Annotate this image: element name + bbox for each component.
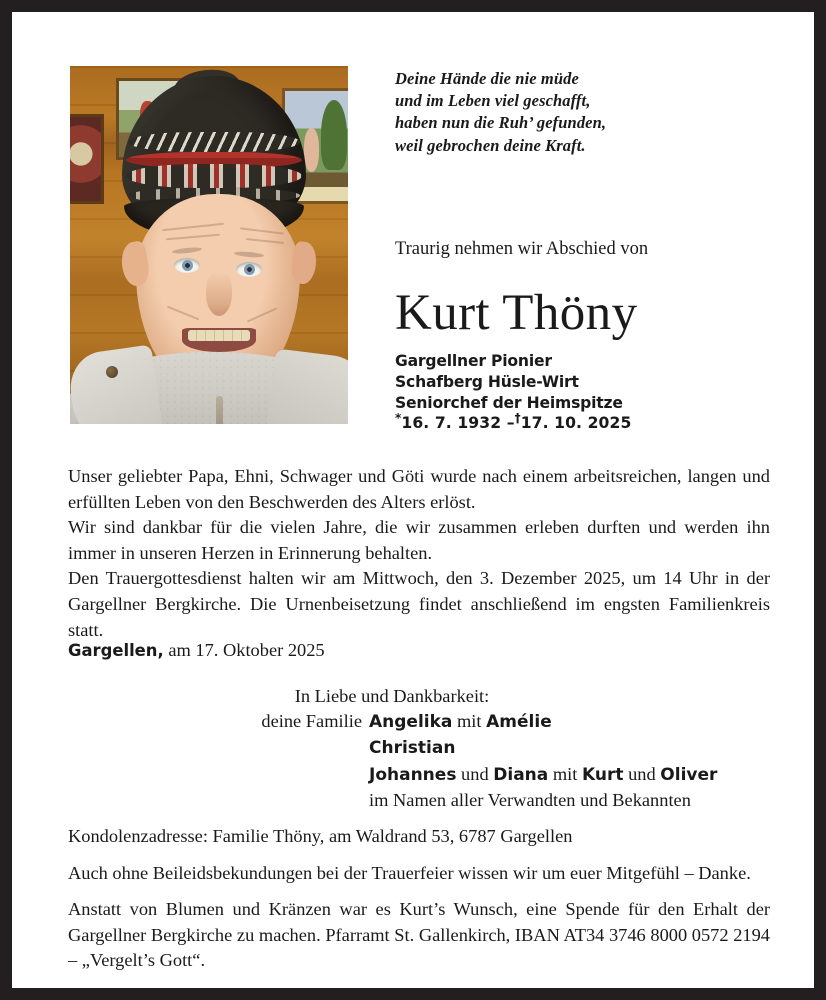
- role-line: Schafberg Hüsle-Wirt: [395, 372, 579, 391]
- body-paragraph: Wir sind dankbar für die vielen Jahre, die wir zusammen erleben durften und werden ihn immer in unseren Herzen in Erinnerung behalten.: [68, 517, 770, 563]
- family-lead-spacer: [68, 735, 369, 761]
- place-date: am 17. Oktober 2025: [168, 640, 325, 660]
- family-member-name: Christian: [369, 738, 456, 759]
- place-and-date: [68, 638, 770, 663]
- body-paragraph: Unser geliebter Papa, Ehni, Schwager und Göti wurde nach einem arbeitsreichen, langen und erfüllten Leben von den Beschwerden des Alters erlöst.: [68, 466, 770, 512]
- cap-chevron-band: [128, 132, 300, 152]
- farewell-line: Traurig nehmen wir Abschied von: [395, 239, 649, 259]
- family-member-name: Diana: [493, 764, 549, 785]
- framed-votive-picture-left: [70, 114, 104, 204]
- deceased-roles: [395, 351, 815, 434]
- family-heading: In Liebe und Dankbarkeit:: [294, 686, 490, 706]
- jacket-collar-right: [265, 349, 348, 424]
- body-paragraph: Den Trauergottesdienst halten wir am Mittwoch, den 3. Dezember 2025, um 14 Uhr in der Gargellner Bergkirche. Die Urnenbeisetzung findet anschließend im engsten Familienkreis statt.: [68, 568, 770, 640]
- family-lead-spacer: [68, 762, 369, 788]
- thanks-note: Auch ohne Beileidsbekundungen bei der Trauerfeier wissen wir um euer Mitgefühl – Danke.: [68, 862, 751, 883]
- birth-date: 16. 7. 1932: [401, 414, 502, 433]
- family-member-name: Kurt: [581, 764, 624, 785]
- nose: [206, 272, 232, 316]
- family-names: [369, 709, 770, 735]
- family-row: [68, 762, 770, 788]
- jacket-button: [106, 366, 118, 378]
- family-connector: mit: [457, 711, 482, 732]
- family-row: [68, 788, 770, 813]
- date-separator: –: [506, 414, 515, 433]
- poem-line: weil gebrochen deine Kraft.: [395, 135, 586, 155]
- family-connector: und: [628, 763, 656, 784]
- role-line: Gargellner Pionier: [395, 352, 552, 370]
- cap-diamond-band: [126, 164, 302, 188]
- family-closing: im Namen aller Verwandten und Bekannten: [369, 789, 691, 810]
- family-member-name: Johannes: [369, 764, 457, 785]
- family-signature: [68, 684, 770, 813]
- place-name: Gargellen,: [68, 641, 164, 660]
- poem-line: haben nun die Ruh’ gefunden,: [395, 113, 607, 133]
- family-names: [369, 735, 770, 761]
- portrait-photo: [70, 66, 348, 424]
- family-lead-spacer: [68, 788, 369, 813]
- death-date: 17. 10. 2025: [520, 414, 632, 433]
- obituary-footer: [68, 824, 770, 974]
- obituary-body: [68, 464, 770, 643]
- life-dates: [395, 413, 815, 434]
- family-connector: mit: [552, 763, 578, 784]
- poem-line: Deine Hände die nie müde: [395, 69, 579, 88]
- family-lead-label: deine Familie: [261, 711, 362, 732]
- deceased-name: Kurt Thöny: [395, 285, 638, 341]
- family-connector: und: [461, 763, 489, 784]
- family-member-name: Amélie: [486, 712, 552, 733]
- family-names: [369, 762, 770, 788]
- poem-line: und im Leben viel geschafft,: [395, 91, 591, 111]
- family-member-name: Oliver: [660, 764, 718, 785]
- family-row: [68, 735, 770, 761]
- eye-right: [236, 262, 262, 277]
- role-line: Seniorchef der Heimspitze: [395, 393, 623, 412]
- family-row: [68, 709, 770, 735]
- memorial-poem: [395, 68, 795, 157]
- eye-left: [174, 258, 200, 273]
- obituary-page: [12, 12, 814, 988]
- donation-note: Anstatt von Blumen und Kränzen war es Kurt’s Wunsch, eine Spende für den Erhalt der Gargellner Bergkirche zu machen. Pfarramt St. Gallenkirch, IBAN AT34 3746 8000 0572 2194 – „Vergelt’s Gott“.: [68, 899, 770, 971]
- jacket-zipper: [216, 396, 223, 424]
- birth-star-icon: *: [395, 411, 402, 426]
- death-cross-icon: †: [514, 411, 521, 426]
- mouth: [182, 328, 256, 352]
- family-member-name: Angelika: [369, 712, 453, 733]
- condolence-address: Kondolenzadresse: Familie Thöny, am Waldrand 53, 6787 Gargellen: [68, 826, 573, 846]
